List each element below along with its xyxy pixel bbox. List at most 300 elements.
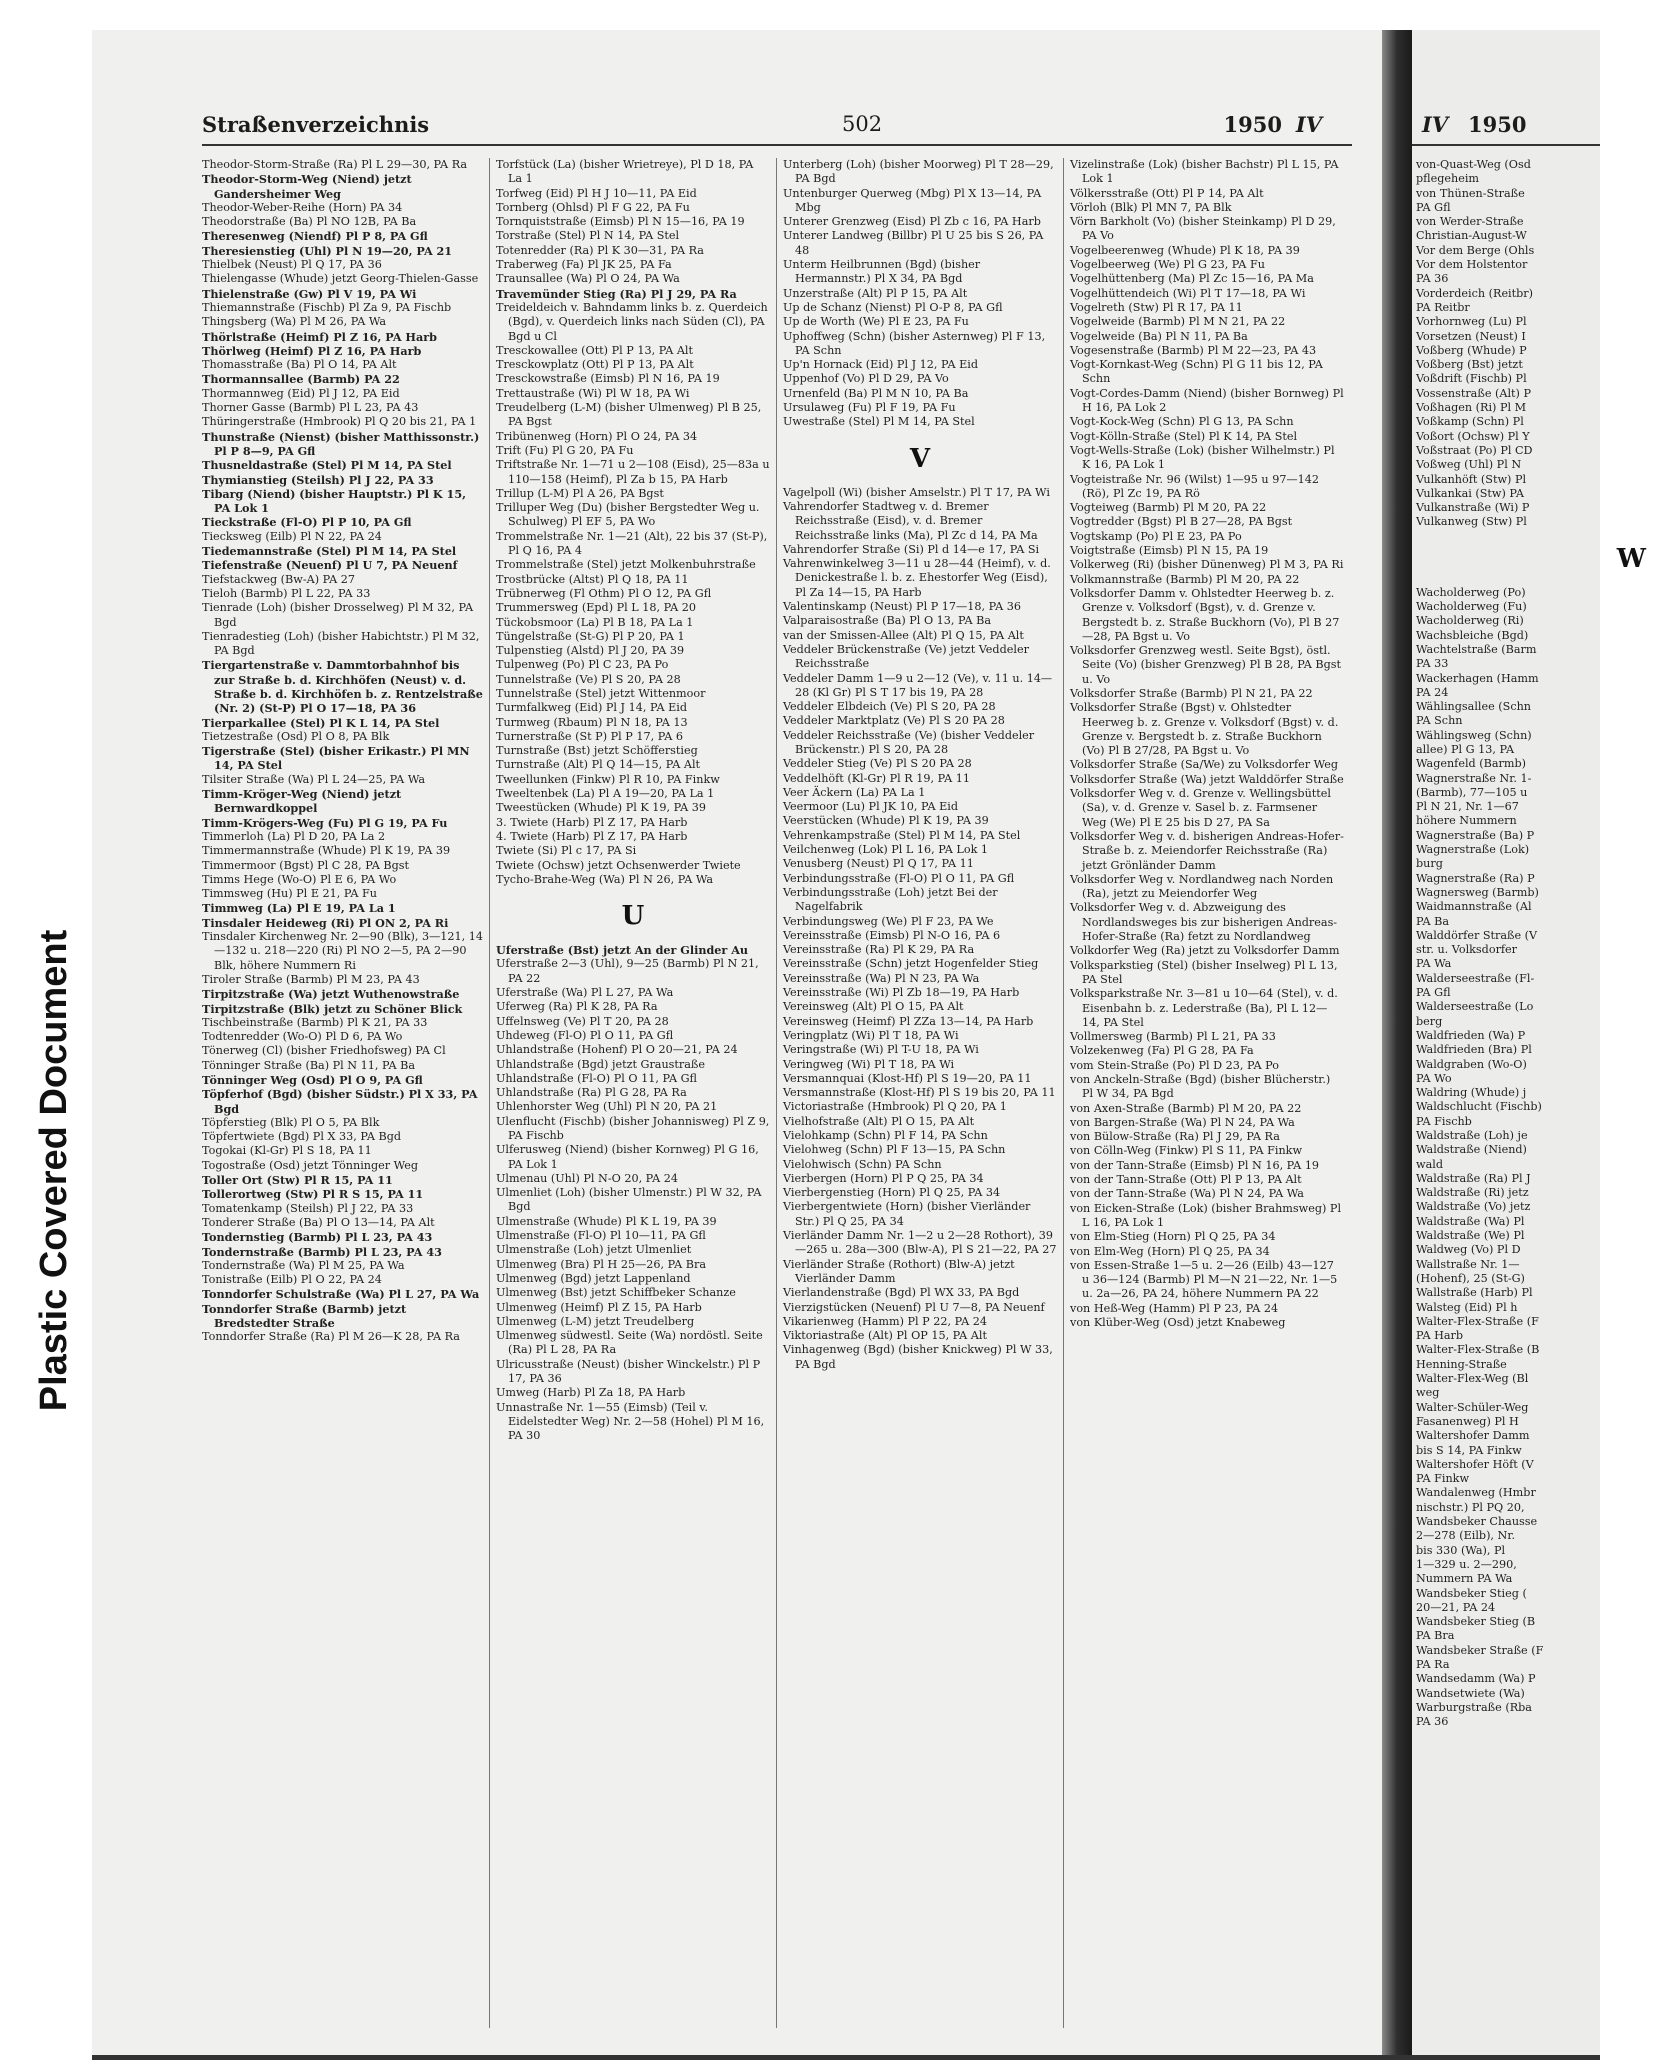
street-entry: Turnstraße (Alt) Pl Q 14—15, PA Alt (496, 758, 701, 772)
street-entry: Vogelreth (Stw) Pl R 17, PA 11 (1070, 300, 1243, 314)
street-entry: Tischbeinstraße (Barmb) Pl K 21, PA 33 (202, 1015, 428, 1029)
street-entry: Volksdorfer Straße (Sa/We) zu Volksdorfer Weg (1070, 758, 1339, 772)
street-entry: Voßkamp (Schn) Pl (1416, 415, 1524, 429)
street-entry: Vogt-Kölln-Straße (Stel) Pl K 14, PA Stel (1070, 429, 1298, 443)
street-entry: Waldstraße (Loh) je (1416, 1129, 1528, 1142)
street-entry: Vossenstraße (Alt) P (1416, 386, 1531, 400)
street-entry: Wacholderweg (Fu) (1416, 600, 1527, 614)
page-bottom-edge (92, 2055, 1600, 2060)
page-number: 502 (842, 112, 883, 136)
street-entry: Tweellunken (Finkw) Pl R 10, PA Finkw (496, 772, 720, 786)
street-entry: von Klüber-Weg (Osd) jetzt Knabeweg (1070, 1316, 1286, 1330)
street-entry: Fasanenweg) Pl H (1416, 1414, 1519, 1428)
street-entry: Volksparkstieg (Stel) (bisher Inselweg) Pl L 13, PA Stel (1070, 958, 1338, 986)
street-entry: Waltershofer Höft (V (1416, 1457, 1534, 1471)
street-entry: Thielengasse (Whude) jetzt Georg-Thielen-Gasse (202, 272, 479, 286)
section-letter: U (621, 901, 645, 932)
street-entry: Waldstraße (Niend) (1416, 1143, 1527, 1157)
street-entry: Voßweg (Uhl) Pl N (1416, 458, 1522, 472)
street-entry: Ulmenweg (Bst) jetzt Schiffbeker Schanze (496, 1286, 736, 1300)
street-entry: Trilluper Weg (Du) (bisher Bergstedter Weg u. Schulweg) Pl EF 5, PA Wo (496, 501, 760, 529)
street-entry: Theresienstieg (Uhl) Pl N 19—20, PA 21 (202, 243, 453, 258)
street-entry: Waldstraße (Ra) Pl J (1416, 1171, 1531, 1185)
street-entry: Tiroler Straße (Barmb) Pl M 23, PA 43 (202, 972, 420, 986)
street-entry: Tulpenstieg (Alstd) Pl J 20, PA 39 (496, 644, 685, 658)
street-entry: Voigtstraße (Eimsb) Pl N 15, PA 19 (1070, 544, 1269, 558)
street-entry: Tonndorfer Straße (Ra) Pl M 26—K 28, PA Ra (202, 1330, 460, 1344)
street-entry: Vulkanstraße (Wi) P (1416, 501, 1530, 515)
street-entry: Ulenflucht (Fischb) (bisher Johannisweg) Pl Z 9, PA Fischb (496, 1114, 770, 1142)
street-entry: Wandsbeker Stieg ( (1416, 1586, 1527, 1600)
street-entry: Uferweg (Ra) Pl K 28, PA Ra (496, 1000, 658, 1014)
street-entry: Walter-Flex-Weg (Bl (1416, 1372, 1529, 1386)
street-entry: Vorsetzen (Neust) I (1416, 329, 1526, 343)
street-entry: nischstr.) Pl PQ 20, (1416, 1500, 1525, 1514)
street-entry: Tirpitzstraße (Wa) jetzt Wuthenowstraße (202, 987, 460, 1002)
street-entry: Wackerhagen (Hamm (1416, 671, 1539, 685)
street-entry: Vogesenstraße (Barmb) Pl M 22—23, PA 43 (1070, 343, 1317, 357)
street-entry: Vierzigstücken (Neuenf) Pl U 7—8, PA Neuenf (783, 1300, 1045, 1314)
street-entry: Tiefstackweg (Bw-A) PA 27 (202, 572, 355, 586)
street-entry: Thorner Gasse (Barmb) Pl L 23, PA 43 (202, 401, 419, 415)
street-entry: Ulmenstraße (Whude) Pl K L 19, PA 39 (496, 1214, 717, 1228)
street-entry: Tresckowplatz (Ott) Pl P 13, PA Alt (496, 358, 694, 372)
street-entry: Tönerweg (Cl) (bisher Friedhofsweg) PA Cl (202, 1044, 446, 1058)
street-entry: Uhlenhorster Weg (Uhl) Pl N 20, PA 21 (496, 1100, 718, 1114)
street-entry: von-Quast-Weg (Osd (1416, 158, 1531, 171)
page-header (202, 112, 1352, 152)
street-entry: Wagnerstraße Nr. 1- (1416, 771, 1532, 785)
street-entry: PA Gfl (1416, 986, 1451, 1000)
street-entry: Totenredder (Ra) Pl K 30—31, PA Ra (496, 243, 704, 257)
street-entry: Ulmenweg (Bgd) jetzt Lappenland (496, 1271, 691, 1285)
street-entry: Unterer Landweg (Billbr) Pl U 25 bis S 26, PA 48 (783, 229, 1044, 257)
street-entry: Volksdorfer Weg v. d. Grenze v. Wellingsbüttel (Sa), v. d. Grenze v. Sasel b. z. Farmsener Weg (We) Pl E 25 bis D 27, PA Sa (1070, 787, 1331, 829)
street-entry: Tückobsmoor (La) Pl B 18, PA La 1 (496, 615, 694, 629)
book-gutter (1382, 30, 1412, 2060)
street-entry: Vor dem Berge (Ohls (1416, 243, 1535, 257)
street-entry: Todtenredder (Wo-O) Pl D 6, PA Wo (202, 1030, 403, 1044)
page-year: 1950 (1223, 112, 1282, 137)
street-entry: Vereinsstraße (Eimsb) Pl N-O 16, PA 6 (783, 928, 1001, 942)
street-entry: Volksdorfer Straße (Bgst) v. Ohlstedter Heerweg b. z. Grenze v. Volksdorf (Bgst) v. d. Grenze v. Bergstedt b. z. Straße Buckhorn (Vo) Pl B 27/28, PA Bgst u. Vo (1070, 701, 1339, 758)
street-entry: Voßdrift (Fischb) Pl (1416, 372, 1527, 386)
street-entry: Vierlandenstraße (Bgd) Pl WX 33, PA Bgd (783, 1286, 1020, 1300)
street-entry: Vollmersweg (Barmb) Pl L 21, PA 33 (1070, 1030, 1276, 1044)
street-entry: Thingsberg (Wa) Pl M 26, PA Wa (202, 315, 387, 329)
street-entry: Timm-Krögers-Weg (Fu) Pl G 19, PA Fu (202, 815, 448, 830)
street-entry: Veer Äckern (La) PA La 1 (783, 785, 926, 799)
street-entry: Tigerstraße (Stel) (bisher Erikastr.) Pl MN 14, PA Stel (202, 744, 470, 773)
street-entry: Wandsedamm (Wa) P (1416, 1672, 1536, 1686)
street-entry: Tiecksweg (Eilb) Pl N 22, PA 24 (202, 529, 382, 543)
next-page-year: 1950 (1468, 112, 1527, 137)
street-entry: Vielohkamp (Schn) Pl F 14, PA Schn (783, 1129, 988, 1142)
street-entry: Wachsbleiche (Bgd) (1416, 628, 1529, 642)
street-entry: Veddelhöft (Kl-Gr) Pl R 19, PA 11 (783, 771, 970, 785)
street-entry: Tonistraße (Eilb) Pl O 22, PA 24 (202, 1273, 382, 1287)
street-entry: Vierbergenstieg (Horn) Pl Q 25, PA 34 (783, 1186, 1001, 1200)
street-entry: Verbindungsstraße (Loh) jetzt Bei der Nagelfabrik (783, 885, 998, 914)
street-entry: Ulmenau (Uhl) Pl N-O 20, PA 24 (496, 1171, 679, 1185)
street-entry: Wandsbeker Stieg (B (1416, 1615, 1536, 1629)
street-entry: Turnstraße (Bst) jetzt Schöfferstieg (496, 744, 698, 758)
street-entry: Vehrenkampstraße (Stel) Pl M 14, PA Stel (783, 828, 1021, 842)
street-entry: Timmweg (La) Pl E 19, PA La 1 (202, 901, 396, 916)
street-entry: Turmweg (Rbaum) Pl N 18, PA 13 (496, 715, 688, 729)
street-entry: von der Tann-Straße (Ott) Pl P 13, PA Alt (1070, 1173, 1302, 1187)
street-entry: Töpfertwiete (Bgd) Pl X 33, PA Bgd (202, 1130, 402, 1144)
street-entry: Tirpitzstraße (Blk) jetzt zu Schöner Blick (202, 1001, 463, 1016)
street-entry: Veilchenweg (Lok) Pl L 16, PA Lok 1 (783, 843, 989, 857)
street-entry: Valparaisostraße (Ba) Pl O 13, PA Ba (783, 614, 992, 628)
street-entry: Henning-Straße (1416, 1357, 1507, 1371)
street-entry: Verbindungsweg (We) Pl F 23, PA We (783, 914, 994, 928)
street-entry: Vogteistraße Nr. 96 (Wilst) 1—95 u 97—142 (Rö), Pl Zc 19, PA Rö (1070, 472, 1319, 500)
street-entry: Ulmenweg (Heimf) Pl Z 15, PA Harb (496, 1300, 702, 1314)
street-entry: PA 36 (1416, 1715, 1449, 1729)
street-entry: Veddeler Reichsstraße (Ve) (bisher Veddeler Brückenstr.) Pl S 20, PA 28 (783, 728, 1035, 756)
street-entry: Tienrade (Loh) (bisher Drosselweg) Pl M 32, PA Bgd (202, 601, 474, 629)
street-entry: Togostraße (Osd) jetzt Tönninger Weg (202, 1158, 419, 1172)
street-entry: Toller Ort (Stw) Pl R 15, PA 11 (202, 1173, 393, 1188)
street-entry: Tondernstieg (Barmb) Pl L 23, PA 43 (202, 1230, 433, 1245)
header-rule (202, 144, 1352, 146)
street-entry: von Essen-Straße 1—5 u. 2—26 (Eilb) 43—127 u 36—124 (Barmb) Pl M—N 21—22, Nr. 1—5 u. 2a—26, PA 24, höhere Nummern PA 22 (1070, 1258, 1338, 1301)
street-entry: von der Tann-Straße (Wa) Pl N 24, PA Wa (1070, 1187, 1304, 1201)
street-entry: Togokai (Kl-Gr) Pl S 18, PA 11 (202, 1144, 372, 1158)
street-entry: Wagnerstraße (Ba) P (1416, 828, 1535, 842)
street-entry: Vogt-Kornkast-Weg (Schn) Pl G 11 bis 12, PA Schn (1070, 358, 1323, 386)
section-letter: W (1616, 543, 1646, 574)
street-entry: Tonndorfer Schulstraße (Wa) Pl L 27, PA Wa (202, 1287, 480, 1302)
street-entry: Tornquiststraße (Eimsb) Pl N 15—16, PA 19 (496, 215, 745, 229)
street-entry: Tinsdaler Heideweg (Ri) Pl ON 2, PA Ri (202, 915, 449, 930)
street-entry: Wallstraße Nr. 1— (1416, 1257, 1520, 1271)
street-entry: Volzekenweg (Fa) Pl G 28, PA Fa (1070, 1044, 1254, 1058)
street-entry: Vierbergentwiete (Horn) (bisher Vierländer Str.) Pl Q 25, PA 34 (783, 1200, 1031, 1228)
street-entry: Verbindungsstraße (Fl-O) Pl O 11, PA Gfl (783, 871, 1015, 885)
street-entry: Tresckowallee (Ott) Pl P 13, PA Alt (496, 343, 693, 357)
street-entry: PA Fischb (1416, 1114, 1472, 1128)
street-entry: Vereinsstraße (Ra) Pl K 29, PA Ra (783, 943, 975, 957)
street-entry: Tierparkallee (Stel) Pl K L 14, PA Stel (202, 715, 440, 730)
street-entry: Trillup (L-M) Pl A 26, PA Bgst (496, 486, 664, 500)
street-entry: (Barmb), 77—105 u (1416, 785, 1528, 799)
column-1 (202, 158, 489, 2028)
street-entry: Voßstraat (Po) Pl CD (1416, 443, 1533, 457)
street-entry: Vereinsstraße (Schn) jetzt Hogenfelder Stieg (783, 957, 1039, 971)
street-entry: Ulferusweg (Niend) (bisher Kornweg) Pl G 16, PA Lok 1 (496, 1143, 759, 1171)
street-entry: Uhlandstraße (Hohenf) Pl O 20—21, PA 24 (496, 1043, 738, 1057)
street-entry: Twiete (Si) Pl c 17, PA Si (496, 844, 637, 858)
street-entry: Vörn Barkholt (Vo) (bisher Steinkamp) Pl D 29, PA Vo (1070, 215, 1336, 243)
street-entry: Voßort (Ochsw) Pl Y (1416, 429, 1530, 443)
street-entry: van der Smissen-Allee (Alt) Pl Q 15, PA Alt (783, 628, 1024, 642)
street-entry: Tilsiter Straße (Wa) Pl L 24—25, PA Wa (202, 772, 426, 786)
street-entry: Wagenfeld (Barmb) (1416, 757, 1526, 771)
street-entry: Vogelhüttenberg (Ma) Pl Zc 15—16, PA Ma (1070, 272, 1314, 286)
street-entry: Tiedemannstraße (Stel) Pl M 14, PA Stel (202, 544, 457, 559)
street-entry: (Hohenf), 25 (St-G) (1416, 1271, 1525, 1285)
street-entry: Waldring (Whude) j (1416, 1086, 1527, 1100)
street-entry: Up de Schanz (Nienst) Pl O-P 8, PA Gfl (783, 300, 1003, 314)
street-entry: Thomasstraße (Ba) Pl O 14, PA Alt (202, 358, 397, 372)
street-entry: von Eicken-Straße (Lok) (bisher Brahmsweg) Pl L 16, PA Lok 1 (1070, 1201, 1342, 1229)
street-entry: Traunsallee (Wa) Pl O 24, PA Wa (496, 272, 680, 286)
street-entry: weg (1416, 1386, 1440, 1400)
street-entry: Vogtskamp (Po) Pl E 23, PA Po (1070, 529, 1242, 543)
street-entry: Unterberg (Loh) (bisher Moorweg) Pl T 28—29, PA Bgd (783, 158, 1054, 186)
street-entry: Uferstraße (Bst) jetzt An der Glinder Au (496, 943, 749, 958)
street-entry: Trift (Fu) Pl G 20, PA Fu (496, 443, 634, 457)
street-entry: vom Stein-Straße (Po) Pl D 23, PA Po (1070, 1058, 1279, 1072)
street-entry: Uffelnsweg (Ve) Pl T 20, PA 28 (496, 1014, 669, 1028)
street-entry: Vorderdeich (Reitbr) (1416, 286, 1534, 300)
street-entry: Tycho-Brahe-Weg (Wa) Pl N 26, PA Wa (496, 872, 714, 886)
street-entry: Theodor-Storm-Weg (Niend) jetzt Gandersheimer Weg (202, 172, 412, 201)
street-entry: Wagnersweg (Barmb) (1416, 885, 1539, 899)
street-entry: Wandsbeker Straße (F (1416, 1643, 1544, 1657)
street-entry: Vahrenwinkelweg 3—11 u 28—44 (Heimf), v. d. Denickestraße l. b. z. Ehestorfer Weg (Eisd), Pl Za 14—15, PA Harb (783, 557, 1051, 599)
street-entry: Vogt-Cordes-Damm (Niend) (bisher Bornweg) Pl H 16, PA Lok 2 (1070, 386, 1344, 415)
street-entry: PA Finkw (1416, 1472, 1470, 1486)
street-entry: Theodor-Weber-Reihe (Horn) PA 34 (202, 200, 403, 214)
street-entry: von Bülow-Straße (Ra) Pl J 29, PA Ra (1070, 1130, 1280, 1144)
street-entry: Veddeler Damm 1—9 u 2—12 (Ve), v. 11 u. 14—28 (Kl Gr) Pl S T 17 bis 19, PA 28 (783, 671, 1053, 699)
street-entry: Triftstraße Nr. 1—71 u 2—108 (Eisd), 25—83a u 110—158 (Heimf), Pl Za b 15, PA Harb (496, 458, 770, 486)
street-entry: Torfstück (La) (bisher Wrietreye), Pl D 18, PA La 1 (496, 158, 754, 186)
street-entry: Ulmenweg (Bra) Pl H 25—26, PA Bra (496, 1257, 706, 1271)
street-entry: Tribünenweg (Horn) Pl O 24, PA 34 (496, 429, 698, 443)
street-entry: Tweestücken (Whude) Pl K 19, PA 39 (496, 801, 707, 815)
street-entry: Treudelberg (L-M) (bisher Ulmenweg) Pl B 25, PA Bgst (496, 401, 762, 429)
street-entry: Versmannstraße (Klost-Hf) Pl S 19 bis 20, PA 11 (783, 1086, 1056, 1100)
street-entry: Umweg (Harb) Pl Za 18, PA Harb (496, 1386, 686, 1400)
street-entry: Walsteg (Eid) Pl h (1416, 1300, 1518, 1314)
street-entry: Unterm Heilbrunnen (Bgd) (bisher Hermannstr.) Pl X 34, PA Bgd (783, 258, 981, 286)
street-entry: Unterer Grenzweg (Eisd) Pl Zb c 16, PA Harb (783, 215, 1041, 229)
street-entry: Vorhornweg (Lu) Pl (1416, 315, 1527, 329)
street-entry: Twiete (Ochsw) jetzt Ochsenwerder Twiete (496, 858, 741, 872)
street-entry: Volksdorfer Damm v. Ohlstedter Heerweg b. z. Grenze v. Volksdorf (Bgst), v. d. Grenze v. Bergstedt b. z. Straße Buckhorn (Vo), Pl B 27—28, PA Bgst u. Vo (1070, 586, 1340, 643)
street-entry: von Elm-Weg (Horn) Pl Q 25, PA 34 (1070, 1244, 1270, 1258)
street-entry: Wählingsallee (Schn (1416, 700, 1531, 714)
street-entry: Up'n Hornack (Eid) Pl J 12, PA Eid (783, 358, 979, 372)
street-entry: Urnenfeld (Ba) Pl M N 10, PA Ba (783, 386, 969, 400)
street-entry: Tunnelstraße (Stel) jetzt Wittenmoor (496, 686, 706, 700)
page-volume: IV (1295, 112, 1322, 137)
street-entry: Vinhagenweg (Bgd) (bisher Knickweg) Pl W 33, PA Bgd (783, 1343, 1053, 1371)
street-entry: Tweeltenbek (La) Pl A 19—20, PA La 1 (496, 787, 715, 801)
street-entry: Tondernstraße (Barmb) Pl L 23, PA 43 (202, 1244, 442, 1259)
section-letter: V (909, 443, 931, 474)
street-entry: Torfweg (Eid) Pl H J 10—11, PA Eid (496, 186, 697, 200)
street-entry: Tomatenkamp (Steilsh) Pl J 22, PA 33 (202, 1201, 414, 1215)
street-entry: Thiemannstraße (Fischb) Pl Za 9, PA Fischb (202, 300, 452, 314)
street-entry: Ulmenweg südwestl. Seite (Wa) nordöstl. Seite (Ra) Pl L 28, PA Ra (496, 1329, 763, 1357)
street-entry: Vulkanhöft (Stw) Pl (1416, 472, 1527, 486)
street-entry: Tonndorfer Straße (Barmb) jetzt Bredstedter Straße (202, 1301, 407, 1331)
street-entry: Thormannsallee (Barmb) PA 22 (202, 372, 400, 387)
street-entry: Wacholderweg (Po) (1416, 585, 1526, 599)
street-entry: Thusneldastraße (Stel) Pl M 14, PA Stel (202, 458, 452, 473)
street-entry: Tiefenstraße (Neuenf) Pl U 7, PA Neuenf (202, 558, 458, 573)
street-entry: Thörlweg (Heimf) Pl Z 16, PA Harb (202, 343, 422, 358)
page-title: Straßenverzeichnis (202, 112, 430, 137)
street-entry: 3. Twiete (Harb) Pl Z 17, PA Harb (496, 815, 688, 829)
street-entry: Volksdorfer Straße (Wa) jetzt Walddörfer Straße (1070, 772, 1344, 786)
street-entry: Up de Worth (We) Pl E 23, PA Fu (783, 315, 969, 329)
street-entry: Veddeler Stieg (Ve) Pl S 20 PA 28 (783, 757, 972, 771)
street-entry: Veerstücken (Whude) Pl K 19, PA 39 (783, 814, 989, 828)
street-entry: Töpferstieg (Blk) Pl O 5, PA Blk (202, 1115, 380, 1129)
street-entry: Vereinsstraße (Wa) Pl N 23, PA Wa (783, 971, 980, 985)
street-entry: Uferstraße (Wa) Pl L 27, PA Wa (496, 986, 674, 1000)
street-entry: Uhlandstraße (Fl-O) Pl O 11, PA Gfl (496, 1071, 698, 1085)
street-entry: Vierbergen (Horn) Pl P Q 25, PA 34 (783, 1171, 984, 1185)
street-entry: Veddeler Brückenstraße (Ve) jetzt Veddeler Reichsstraße (783, 642, 1029, 671)
street-entry: Tunnelstraße (Ve) Pl S 20, PA 28 (496, 672, 681, 686)
street-entry: Tüngelstraße (St-G) Pl P 20, PA 1 (496, 629, 685, 643)
street-entry: Tulpenweg (Po) Pl C 23, PA Po (496, 658, 669, 672)
street-entry: Timmermannstraße (Whude) Pl K 19, PA 39 (202, 844, 451, 858)
next-page-column (1416, 158, 1656, 1729)
street-entry: Vogt-Wells-Straße (Lok) (bisher Wilhelmstr.) Pl K 16, PA Lok 1 (1070, 443, 1335, 472)
street-entry: Wallstraße (Harb) Pl (1416, 1286, 1533, 1300)
street-entry: Tönninger Straße (Ba) Pl N 11, PA Ba (202, 1058, 416, 1072)
street-entry: Vereinsstraße (Wi) Pl Zb 18—19, PA Harb (783, 986, 1020, 1000)
street-entry: Tienradestieg (Loh) (bisher Habichtstr.) Pl M 32, PA Bgd (202, 629, 480, 658)
street-entry: burg (1416, 857, 1443, 871)
street-entry: Voßberg (Bst) jetzt (1416, 358, 1523, 372)
street-entry: Tiergartenstraße v. Dammtorbahnhof bis zur Straße b. d. Kirchhöfen (Neust) v. d. Straße b. d. Kirchhöfen b. z. Rentzelstraße (Nr. 2) (St-P) Pl O 17—18, PA 36 (202, 658, 483, 716)
street-entry: Vogelbeerenweg (Whude) Pl K 18, PA 39 (1070, 243, 1300, 257)
street-entry: Walter-Schüler-Weg (1416, 1400, 1529, 1414)
street-entry: Volkdorfer Weg (Ra) jetzt zu Volksdorfer Damm (1070, 944, 1340, 958)
directory-page (92, 30, 1385, 2055)
street-entry: Vogelweide (Ba) Pl N 11, PA Ba (1070, 329, 1248, 343)
street-entry: Vereinsweg (Heimf) Pl ZZa 13—14, PA Harb (783, 1014, 1034, 1028)
street-entry: Tresckowstraße (Eimsb) Pl N 16, PA 19 (496, 372, 720, 386)
street-entry: Timmerloh (La) Pl D 20, PA La 2 (202, 829, 386, 843)
street-entry: Vogteiweg (Barmb) Pl M 20, PA 22 (1070, 501, 1267, 515)
street-entry: Vor dem Holstentor (1416, 258, 1528, 272)
street-entry: Veddeler Marktplatz (Ve) Pl S 20 PA 28 (783, 714, 1005, 728)
street-entry: von Thünen-Straße (1416, 186, 1525, 200)
street-entry: Unnastraße Nr. 1—55 (Eimsb) (Teil v. Eidelstedter Weg) Nr. 2—58 (Hohel) Pl M 16, PA 30 (496, 1400, 765, 1443)
street-entry: Valentinskamp (Neust) Pl P 17—18, PA 36 (783, 600, 1021, 614)
street-entry: Traberweg (Fa) Pl JK 25, PA Fa (496, 258, 672, 272)
street-entry: Uferstraße 2—3 (Uhl), 9—25 (Barmb) Pl N 21, PA 22 (496, 957, 759, 985)
street-entry: Theodorstraße (Ba) Pl NO 12B, PA Ba (202, 215, 417, 229)
street-entry: Trommelstraße (Stel) jetzt Molkenbuhrstraße (496, 558, 756, 572)
street-entry: Theodor-Storm-Straße (Ra) Pl L 29—30, PA Ra (202, 158, 468, 171)
next-page-header (1412, 112, 1600, 152)
street-entry: Volksparkstraße Nr. 3—81 u 10—64 (Stel), v. d. Eisenbahn b. z. Lederstraße (Ba), Pl L 12—14, PA Stel (1070, 987, 1338, 1029)
street-entry: Vierländer Straße (Rothort) (Blw-A) jetzt Vierländer Damm (783, 1257, 1015, 1285)
street-entry: berg (1416, 1014, 1443, 1028)
street-entry: höhere Nummern (1416, 814, 1517, 828)
street-entry: Tieckstraße (Fl-O) Pl P 10, PA Gfl (202, 515, 412, 530)
street-entry: Ulmenliet (Loh) (bisher Ulmenstr.) Pl W 32, PA Bgd (496, 1186, 762, 1214)
street-entry: Vierländer Damm Nr. 1—2 u 2—28 Rothort), 39—265 u. 28a—300 (Blw-A), Pl S 21—22, PA 27 (783, 1229, 1057, 1257)
street-entry: Walderseestraße (Lo (1416, 1000, 1534, 1014)
street-entry: Timmermoor (Bgst) Pl C 28, PA Bgst (202, 858, 409, 872)
street-entry: Untenburger Querweg (Mbg) Pl X 13—14, PA Mbg (783, 186, 1042, 214)
street-entry: Waldschlucht (Fischb) (1416, 1100, 1542, 1114)
street-entry: von Anckeln-Straße (Bgd) (bisher Blücherstr.) Pl W 34, PA Bgd (1070, 1073, 1331, 1101)
street-entry: von der Tann-Straße (Eimsb) Pl N 16, PA 19 (1070, 1158, 1320, 1172)
street-entry: Wachtelstraße (Barm (1416, 642, 1537, 656)
street-entry: Thormannweg (Eid) Pl J 12, PA Eid (202, 386, 400, 400)
street-entry: Thunstraße (Nienst) (bisher Matthissonstr.) Pl P 8—9, PA Gfl (202, 429, 480, 458)
street-entry: Uhlandstraße (Bgd) jetzt Graustraße (496, 1057, 706, 1071)
street-entry: Tönninger Weg (Osd) Pl O 9, PA Gfl (202, 1073, 423, 1087)
street-entry: Veermoor (Lu) Pl JK 10, PA Eid (783, 800, 958, 814)
street-entry: Trummersweg (Epd) Pl L 18, PA 20 (496, 601, 696, 615)
column-3 (776, 158, 1063, 2028)
street-entry: Timms Hege (Wo-O) Pl E 6, PA Wo (202, 872, 397, 886)
street-entry: Thymianstieg (Steilsh) Pl J 22, PA 33 (202, 472, 434, 487)
street-entry: Uhlandstraße (Ra) Pl G 28, PA Ra (496, 1086, 687, 1100)
street-entry: Vogtredder (Bgst) Pl B 27—28, PA Bgst (1070, 515, 1293, 529)
street-entry: Vizelinstraße (Lok) (bisher Bachstr) Pl L 15, PA Lok 1 (1070, 158, 1339, 186)
street-entry: Vogt-Kock-Weg (Schn) Pl G 13, PA Schn (1070, 415, 1294, 429)
street-entry: Trübnerweg (Fl Othm) Pl O 12, PA Gfl (496, 586, 712, 600)
street-entry: Tieloh (Barmb) Pl L 22, PA 33 (202, 586, 371, 600)
street-entry: Vulkankai (Stw) PA (1416, 486, 1524, 500)
street-entry: bis 330 (Wa), Pl (1416, 1543, 1506, 1557)
street-entry: Vahrendorfer Straße (Si) Pl d 14—e 17, PA Si (783, 542, 1040, 556)
street-entry: Turnerstraße (St P) Pl P 17, PA 6 (496, 729, 683, 743)
street-entry: Veddeler Elbdeich (Ve) Pl S 20, PA 28 (783, 700, 996, 714)
street-entry: str. u. Volksdorfer (1416, 943, 1518, 957)
street-entry: Vulkanweg (Stw) Pl (1416, 515, 1527, 529)
street-entry: Tondernstraße (Wa) Pl M 25, PA Wa (202, 1258, 405, 1272)
street-entry: Völkersstraße (Ott) Pl P 14, PA Alt (1070, 186, 1264, 200)
street-entry: Thüringerstraße (Hmbrook) Pl Q 20 bis 21, PA 1 (202, 415, 477, 429)
street-entry: PA Reitbr (1416, 300, 1470, 314)
side-label-text: Plastic Covered Document (33, 929, 76, 1411)
street-entry: wald (1416, 1157, 1443, 1171)
column-2 (489, 158, 776, 2028)
street-entry: Walter-Flex-Straße (B (1416, 1343, 1540, 1357)
street-entry: Walddörfer Straße (V (1416, 928, 1538, 942)
street-entry: Victoriastraße (Hmbrook) Pl Q 20, PA 1 (783, 1100, 1007, 1114)
street-entry: Wandalenweg (Hmbr (1416, 1486, 1536, 1500)
street-entry: bis S 14, PA Finkw (1416, 1443, 1522, 1457)
street-entry: Wagnerstraße (Ra) P (1416, 871, 1535, 885)
street-entry: Theresenweg (Niendf) Pl P 8, PA Gfl (202, 229, 428, 244)
street-entry: PA Schn (1416, 714, 1463, 728)
street-entry: Töpferhof (Bgd) (bisher Südstr.) Pl X 33, PA Bgd (202, 1087, 478, 1116)
street-entry: Waltershofer Damm (1416, 1429, 1530, 1443)
street-entry: Waldstraße (Ri) jetz (1416, 1186, 1529, 1200)
street-entry: von Cölln-Weg (Finkw) Pl S 11, PA Finkw (1070, 1144, 1303, 1158)
street-entry: Vielohweg (Schn) Pl F 13—15, PA Schn (783, 1143, 1006, 1157)
street-entry: Timmsweg (Hu) Pl E 21, PA Fu (202, 887, 377, 901)
street-entry: Waldfrieden (Bra) Pl (1416, 1043, 1532, 1057)
street-entry: Walderseestraße (Fl- (1416, 971, 1535, 985)
street-entry: Vahrendorfer Stadtweg v. d. Bremer Reichsstraße (Eisd), v. d. Bremer Reichsstraße links (Ma), Pl Zc d 14, PA Ma (783, 499, 1038, 542)
street-entry: Ulmenstraße (Loh) jetzt Ulmenliet (496, 1243, 692, 1257)
street-entry: Tonderer Straße (Ba) Pl O 13—14, PA Alt (202, 1215, 435, 1229)
street-entry: PA Harb (1416, 1329, 1464, 1343)
street-entry: Treideldeich v. Bahndamm links b. z. Querdeich (Bgd), v. Querdeich links nach Süden (Cl), PA Bgd u Cl (496, 300, 768, 343)
street-columns (202, 158, 1352, 2028)
street-entry: Walter-Flex-Straße (F (1416, 1314, 1539, 1328)
